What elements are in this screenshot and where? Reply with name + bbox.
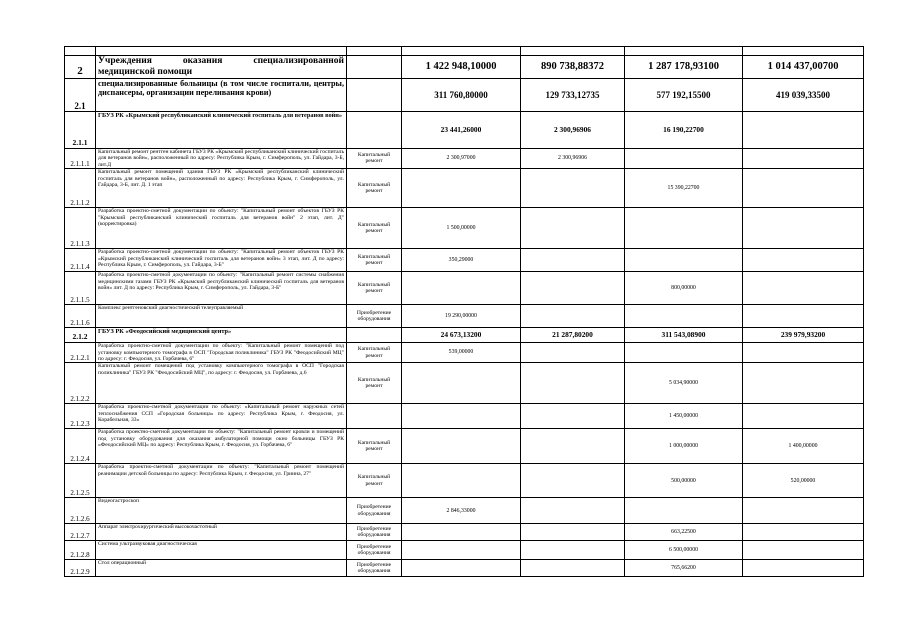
row-work-type-cell: Капитальный ремонт: [347, 169, 402, 208]
table-row: [65, 524, 864, 541]
row-description-cell: Капитальный ремонт помещений здания ГБУЗ РК «Крымский республиканский клинический госпиталь для ветеранов войн», расположенный по адресу: Республика Крым, г. Симферополь, ул. Гайдара, 3-Б, лит. Д. 1 этап: [96, 169, 347, 208]
row-amount-2-cell: [521, 343, 625, 363]
row-amount-3-cell: [625, 208, 743, 249]
row-number-cell: 2.1.1.2: [65, 169, 96, 208]
row-description-cell: Стол операционный: [96, 560, 347, 577]
row-number-cell: 2.1.1.1: [65, 148, 96, 168]
row-work-type-cell: Приобретение оборудования: [347, 541, 402, 560]
row-description-cell: Разработка проектно-сметной документации по объекту: «Капитальный ремонт наружных сетей теплоснабжения ССП «Городская больница» по адресу: Республика Крым, г. Феодосия, ул. Корабельная, 33»: [96, 404, 347, 429]
row-amount-2-cell: [521, 429, 625, 464]
row-amount-4-cell: [743, 524, 864, 541]
row-work-type-cell: Приобретение оборудования: [347, 498, 402, 524]
row-amount-4-cell: [743, 208, 864, 249]
row-amount-2-cell: [521, 498, 625, 524]
row-amount-1-cell: 24 673,13200: [402, 328, 521, 343]
table-row: [65, 404, 864, 429]
row-amount-3-cell: [625, 498, 743, 524]
table-row: [65, 498, 864, 524]
table-row: [65, 111, 864, 148]
row-amount-4-cell: 419 039,33500: [743, 78, 864, 111]
row-description-cell: Аппарат электрохирургический высокочастотный: [96, 524, 347, 541]
row-amount-4-cell: [743, 169, 864, 208]
row-description-cell: Разработка проектно-сметной документации по объекту: "Капитальный ремонт помещений под установку компьютерного томографа в ОСП "Городская поликлиника" ГБУЗ РК "Феодосийский МЦ" по адресу: г. Феодосия, ул. Горбачева, 6": [96, 343, 347, 363]
row-work-type-cell: Капитальный ремонт: [347, 208, 402, 249]
row-amount-3-cell: 6 500,00000: [625, 541, 743, 560]
row-work-type-cell: Капитальный ремонт: [347, 343, 402, 363]
row-description-cell: Разработка проектно-сметной документации по объекту: "Капитальный ремонт кровли и помещений под установку оборудования для оказания амбулаторной помощи окно больницы ГБУЗ РК «Феодосийский МЦ» по адресу: Республика Крым, г. Феодосия, ул. Горбачева, 6": [96, 429, 347, 464]
row-amount-4-cell: [743, 343, 864, 363]
row-amount-1-cell: [402, 560, 521, 577]
row-description-cell: Разработка проектно-сметной документации по объекту: "Капитальный ремонт объектов ГБУЗ РК «Крымский республиканский клинический госпиталь для ветеранов войн» 3 этап, лит. Д по адресу: Республика Крым, г. Симферополь, ул. Гайдара, 3-Б": [96, 249, 347, 272]
row-work-type-cell: Капитальный ремонт: [347, 249, 402, 272]
row-number-cell: 2.1.2.9: [65, 560, 96, 577]
row-amount-3-cell: [625, 343, 743, 363]
table-row: [65, 464, 864, 498]
row-description-cell: Видеогастроскоп: [96, 498, 347, 524]
table-row: [65, 78, 864, 111]
row-amount-4-cell: [743, 404, 864, 429]
table-row: [65, 305, 864, 328]
row-description-cell: Учреждения оказания специализированной медицинской помощи: [96, 56, 347, 79]
table-row: [65, 343, 864, 363]
row-amount-3-cell: 663,22500: [625, 524, 743, 541]
table-row: [65, 169, 864, 208]
row-number-cell: 2.1.2.7: [65, 524, 96, 541]
row-amount-1-cell: 2 300,97000: [402, 148, 521, 168]
row-number-cell: 2.1.1: [65, 111, 96, 148]
row-amount-2-cell: [521, 464, 625, 498]
row-amount-3-cell: [625, 148, 743, 168]
row-amount-3-cell: 5 034,90000: [625, 363, 743, 404]
row-amount-1-cell: 1 500,00000: [402, 208, 521, 249]
row-amount-1-cell: [402, 363, 521, 404]
row-description-cell: Разработка проектно-сметной документации по объекту: "Капитальный ремонт системы снабжения медицинскими газами ГБУЗ РК «Крымский республиканский клинический госпиталь для ветеранов войн» лит. Д по адресу: Республика Крым, г. Симферополь, ул. Гайдара, 3-Б": [96, 272, 347, 305]
table-row: [65, 208, 864, 249]
row-amount-4-cell: [743, 111, 864, 148]
row-amount-2-cell: 21 287,80200: [521, 328, 625, 343]
row-amount-1-cell: 350,29000: [402, 249, 521, 272]
row-description-cell: специализированные больницы (в том числе госпитали, центры, диспансеры, организации переливания крови): [96, 78, 347, 111]
row-description-cell: Разработка проектно-сметной документации по объекту: "Капитальный ремонт объектов ГБУЗ РК "Крымский республиканский клинический госпиталь для ветеранов войн" 2 этап, лит. Д" (корректировка): [96, 208, 347, 249]
table-top-gap-row: [65, 47, 864, 56]
row-amount-2-cell: [521, 169, 625, 208]
row-amount-2-cell: [521, 272, 625, 305]
budget-table-sheet: [64, 46, 863, 577]
row-amount-3-cell: 16 190,22700: [625, 111, 743, 148]
row-work-type-cell: Капитальный ремонт: [347, 148, 402, 168]
row-number-cell: 2.1.1.5: [65, 272, 96, 305]
row-work-type-cell: [347, 78, 402, 111]
row-number-cell: 2.1.2.8: [65, 541, 96, 560]
row-description-cell: Капитальный ремонт рентген кабинета ГБУЗ РК «Крымский республиканский клинический госпиталь для ветеранов войн», расположенный по адресу: Республика Крым, г. Симферополь, ул. Гайдара, 3-Б, лит.Д: [96, 148, 347, 168]
row-amount-3-cell: 15 390,22700: [625, 169, 743, 208]
table-row: [65, 363, 864, 404]
row-amount-4-cell: [743, 272, 864, 305]
row-amount-4-cell: [743, 305, 864, 328]
row-amount-1-cell: 19 290,00000: [402, 305, 521, 328]
row-number-cell: 2.1.2.5: [65, 464, 96, 498]
row-amount-4-cell: [743, 560, 864, 577]
row-amount-2-cell: [521, 208, 625, 249]
row-work-type-cell: Приобретение оборудования: [347, 305, 402, 328]
row-description-cell: Разработка проектно-сметной документации по объекту: "Капитальный ремонт помещений реанимации детской больницы по адресу: Республика Крым, г. Феодосия, ул. Гриина, 27": [96, 464, 347, 498]
row-number-cell: 2.1.1.3: [65, 208, 96, 249]
row-amount-4-cell: 239 979,93200: [743, 328, 864, 343]
row-amount-3-cell: 500,00000: [625, 464, 743, 498]
row-work-type-cell: Капитальный ремонт: [347, 272, 402, 305]
row-amount-1-cell: 311 760,80000: [402, 78, 521, 111]
row-amount-1-cell: [402, 404, 521, 429]
row-amount-2-cell: [521, 363, 625, 404]
row-work-type-cell: Капитальный ремонт: [347, 429, 402, 464]
row-work-type-cell: [347, 328, 402, 343]
row-amount-4-cell: 1 014 437,00700: [743, 56, 864, 79]
row-work-type-cell: [347, 56, 402, 79]
table-row: [65, 541, 864, 560]
row-description-cell: ГБУЗ РК «Крымский республиканский клинический госпиталь для ветеранов войн»: [96, 111, 347, 148]
row-amount-2-cell: 890 738,88372: [521, 56, 625, 79]
row-amount-4-cell: [743, 148, 864, 168]
row-amount-4-cell: [743, 363, 864, 404]
row-amount-1-cell: 2 846,33000: [402, 498, 521, 524]
row-work-type-cell: Капитальный ремонт: [347, 363, 402, 404]
row-description-cell: Система ультразвуковая диагностическая: [96, 541, 347, 560]
row-amount-2-cell: 2 300,96906: [521, 111, 625, 148]
row-number-cell: 2.1: [65, 78, 96, 111]
row-amount-3-cell: 311 543,08900: [625, 328, 743, 343]
table-row: [65, 429, 864, 464]
table-row: [65, 249, 864, 272]
row-work-type-cell: [347, 404, 402, 429]
row-description-cell: Комплекс рентгеновский диагностический телеуправляемый: [96, 305, 347, 328]
budget-table: [64, 46, 864, 577]
row-amount-1-cell: [402, 524, 521, 541]
row-amount-1-cell: 1 422 948,10000: [402, 56, 521, 79]
row-amount-2-cell: [521, 404, 625, 429]
row-amount-2-cell: [521, 305, 625, 328]
table-row: [65, 56, 864, 79]
row-amount-3-cell: 765,66200: [625, 560, 743, 577]
table-row: [65, 328, 864, 343]
row-number-cell: 2.1.2.3: [65, 404, 96, 429]
row-amount-3-cell: 1 287 178,93100: [625, 56, 743, 79]
row-work-type-cell: Приобретение оборудования: [347, 560, 402, 577]
row-amount-2-cell: [521, 560, 625, 577]
row-amount-2-cell: 129 733,12735: [521, 78, 625, 111]
row-amount-4-cell: [743, 498, 864, 524]
row-amount-2-cell: [521, 249, 625, 272]
table-row: [65, 272, 864, 305]
budget-table-body: [65, 47, 864, 577]
row-amount-2-cell: 2 300,96906: [521, 148, 625, 168]
row-description-cell: ГБУЗ РК «Феодосийский медицинский центр»: [96, 328, 347, 343]
row-amount-1-cell: [402, 464, 521, 498]
row-amount-4-cell: 1 400,00000: [743, 429, 864, 464]
row-amount-2-cell: [521, 541, 625, 560]
row-number-cell: 2.1.2.1: [65, 343, 96, 363]
table-row: [65, 148, 864, 168]
row-amount-2-cell: [521, 524, 625, 541]
table-row: [65, 560, 864, 577]
row-amount-3-cell: [625, 249, 743, 272]
row-amount-1-cell: [402, 272, 521, 305]
row-work-type-cell: Капитальный ремонт: [347, 464, 402, 498]
row-amount-3-cell: 800,00000: [625, 272, 743, 305]
row-work-type-cell: [347, 111, 402, 148]
row-amount-1-cell: [402, 541, 521, 560]
row-work-type-cell: Приобретение оборудования: [347, 524, 402, 541]
row-amount-3-cell: 1 450,00000: [625, 404, 743, 429]
row-amount-3-cell: 1 000,00000: [625, 429, 743, 464]
row-number-cell: 2.1.1.4: [65, 249, 96, 272]
row-amount-1-cell: [402, 429, 521, 464]
row-amount-4-cell: [743, 249, 864, 272]
row-number-cell: 2: [65, 56, 96, 79]
row-amount-4-cell: [743, 541, 864, 560]
row-number-cell: 2.1.2.6: [65, 498, 96, 524]
row-number-cell: 2.1.2.2: [65, 363, 96, 404]
row-amount-1-cell: 23 441,26000: [402, 111, 521, 148]
row-amount-3-cell: [625, 305, 743, 328]
row-amount-1-cell: [402, 169, 521, 208]
row-description-cell: Капитальный ремонт помещений под установку компьютерного томографа в ОСП "Городская поликлиника" ГБУЗ РК "Феодосийский МЦ", по адресу: г. Феодосия, ул. Горбачева, д.6: [96, 363, 347, 404]
row-number-cell: 2.1.1.6: [65, 305, 96, 328]
row-number-cell: 2.1.2.4: [65, 429, 96, 464]
row-amount-1-cell: 539,00000: [402, 343, 521, 363]
row-amount-3-cell: 577 192,15500: [625, 78, 743, 111]
row-amount-4-cell: 520,00000: [743, 464, 864, 498]
row-number-cell: 2.1.2: [65, 328, 96, 343]
